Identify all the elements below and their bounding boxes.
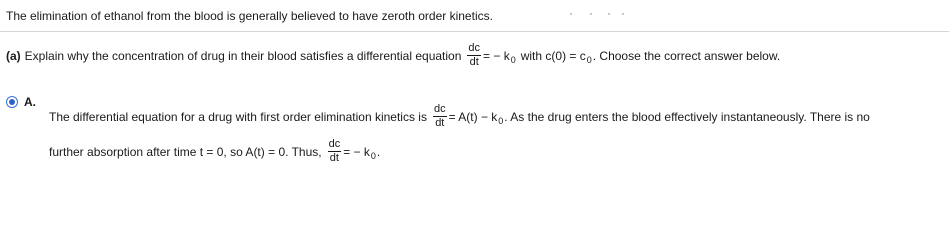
option-a-text-1b: . As the drug enters the blood effectively instantaneously. There is no: [504, 109, 870, 124]
question-label: (a): [6, 48, 21, 63]
radio-selected-dot: [9, 99, 15, 105]
option-a-line-2[interactable]: [49, 139, 380, 164]
option-a-rhs-1: = A(t) − k: [448, 109, 498, 124]
option-a-fraction-2: [328, 139, 342, 164]
dc-dt-fraction: [467, 43, 481, 68]
fraction-numerator: dc: [328, 138, 341, 150]
divider: [0, 31, 949, 32]
option-a-fraction-1: [433, 104, 447, 129]
option-a-letter[interactable]: A.: [24, 95, 36, 109]
fraction-denominator: dt: [329, 152, 339, 164]
equation-subscript: 0: [510, 54, 516, 65]
loading-dots: [570, 13, 630, 19]
equation-rhs: = − k: [483, 48, 510, 63]
option-a-rhs-2: = − k: [343, 144, 370, 159]
option-a-text-1: The differential equation for a drug with first order elimination kinetics is: [49, 109, 427, 124]
option-a-period: .: [376, 144, 381, 159]
question-instruction: . Choose the correct answer below.: [592, 48, 781, 63]
problem-intro: The elimination of ethanol from the blood is generally believed to have zeroth order kinetics.: [6, 9, 493, 23]
fraction-denominator: dt: [469, 56, 479, 68]
initial-condition: with c(0) = c: [520, 48, 586, 63]
option-a-text-2: further absorption after time t = 0, so A(t) = 0. Thus,: [49, 144, 322, 159]
option-a-line-1[interactable]: [49, 104, 870, 129]
initial-condition-subscript: 0: [586, 54, 592, 65]
fraction-numerator: dc: [468, 42, 481, 54]
fraction-numerator: dc: [433, 103, 446, 115]
option-a-subscript-1: 0: [498, 115, 504, 126]
fraction-denominator: dt: [435, 117, 445, 129]
option-a-radio[interactable]: [6, 96, 18, 108]
question-text: Explain why the concentration of drug in their blood satisfies a differential equation: [24, 48, 462, 63]
question-line: [6, 43, 780, 68]
option-a-subscript-2: 0: [370, 150, 376, 161]
